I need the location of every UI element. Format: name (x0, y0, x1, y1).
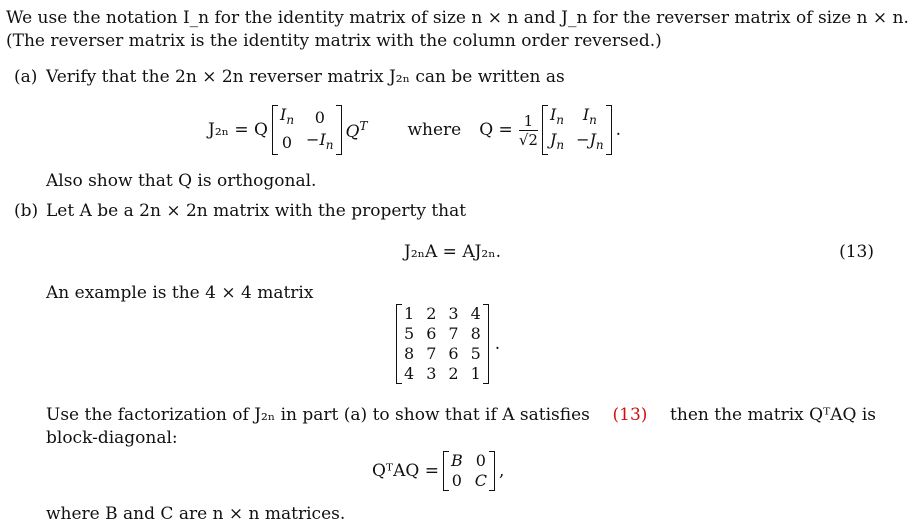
example-matrix-grid (398, 304, 487, 384)
part-b-use-line-1 (46, 405, 876, 425)
part-a-label: (a) (14, 67, 38, 87)
matrix-cell: 6 (448, 344, 459, 363)
block-matrix-1: $I_n$ 0 0 $-I_n$ (274, 105, 340, 155)
part-a-also: Also show that Q is orthogonal. (46, 171, 317, 191)
equation-13: J₂ₙA = AJ₂ₙ. (404, 242, 501, 262)
part-b-text: Let A be a 2n × 2n matrix with the property that (46, 201, 467, 221)
qtaq-lhs: QᵀAQ = (372, 461, 439, 481)
fraction-one-over-root-two: $\frac{1}{√2}$ (518, 111, 538, 149)
matrix-cell: 1 (404, 304, 415, 323)
matrix-cell: 3 (426, 364, 437, 383)
matrix-cell: 5 (404, 324, 415, 343)
equation-qtaq: QᵀAQ = B 0 0 C , (372, 451, 505, 490)
equation-ref-13[interactable]: (13) (612, 405, 648, 425)
matrix-cell: 7 (448, 324, 459, 343)
intro-line-2: (The reverser matrix is the identity matrix with the column order reversed.) (6, 31, 662, 51)
eq-q: Q = (479, 120, 513, 140)
equation-j2n-factorization: J₂ₙ = Q $I_n$ 0 0 $-I_n$ $Q^T$ where Q = $\frac{1}{√2}$ $I_n$ $I_n$ $J_n$ $-J_n$ . (208, 105, 621, 155)
equation-number-13: (13) (839, 242, 874, 262)
matrix-cell: 5 (470, 344, 481, 363)
intro-line-1: We use the notation I_n for the identity matrix of size n × n and J_n for the reverser matrix of size n × n. (6, 8, 909, 28)
matrix-cell: 2 (426, 304, 437, 323)
use-text-b: then the matrix QᵀAQ is (670, 405, 876, 425)
block-diagonal-matrix: B 0 0 C (445, 451, 493, 491)
matrix-cell: 4 (404, 364, 415, 383)
block-matrix-q: $I_n$ $I_n$ $J_n$ $-J_n$ (544, 105, 610, 155)
part-a-text: Verify that the 2n × 2n reverser matrix J₂ₙ can be written as (46, 67, 565, 87)
matrix-cell: 8 (470, 324, 481, 343)
matrix-cell: 7 (426, 344, 437, 363)
eq-lhs: J₂ₙ = Q (208, 120, 268, 140)
part-b-label: (b) (14, 201, 39, 221)
matrix-cell: 8 (404, 344, 415, 363)
part-b-example: An example is the 4 × 4 matrix (46, 283, 314, 303)
part-b-use-line-2: block-diagonal: (46, 428, 178, 448)
example-matrix: 1 2 3 4 5 6 7 8 8 7 6 5 4 3 2 1 . (398, 304, 500, 384)
eq-where: where (407, 120, 462, 140)
part-b-where: where B and C are n × n matrices. (46, 504, 346, 524)
matrix-cell: 4 (470, 304, 481, 323)
use-text-a: Use the factorization of J₂ₙ in part (a) to show that if A satisfies (46, 405, 590, 425)
matrix-cell: 1 (470, 364, 481, 383)
matrix-cell: 3 (448, 304, 459, 323)
matrix-cell: 6 (426, 324, 437, 343)
matrix-cell: 2 (448, 364, 459, 383)
